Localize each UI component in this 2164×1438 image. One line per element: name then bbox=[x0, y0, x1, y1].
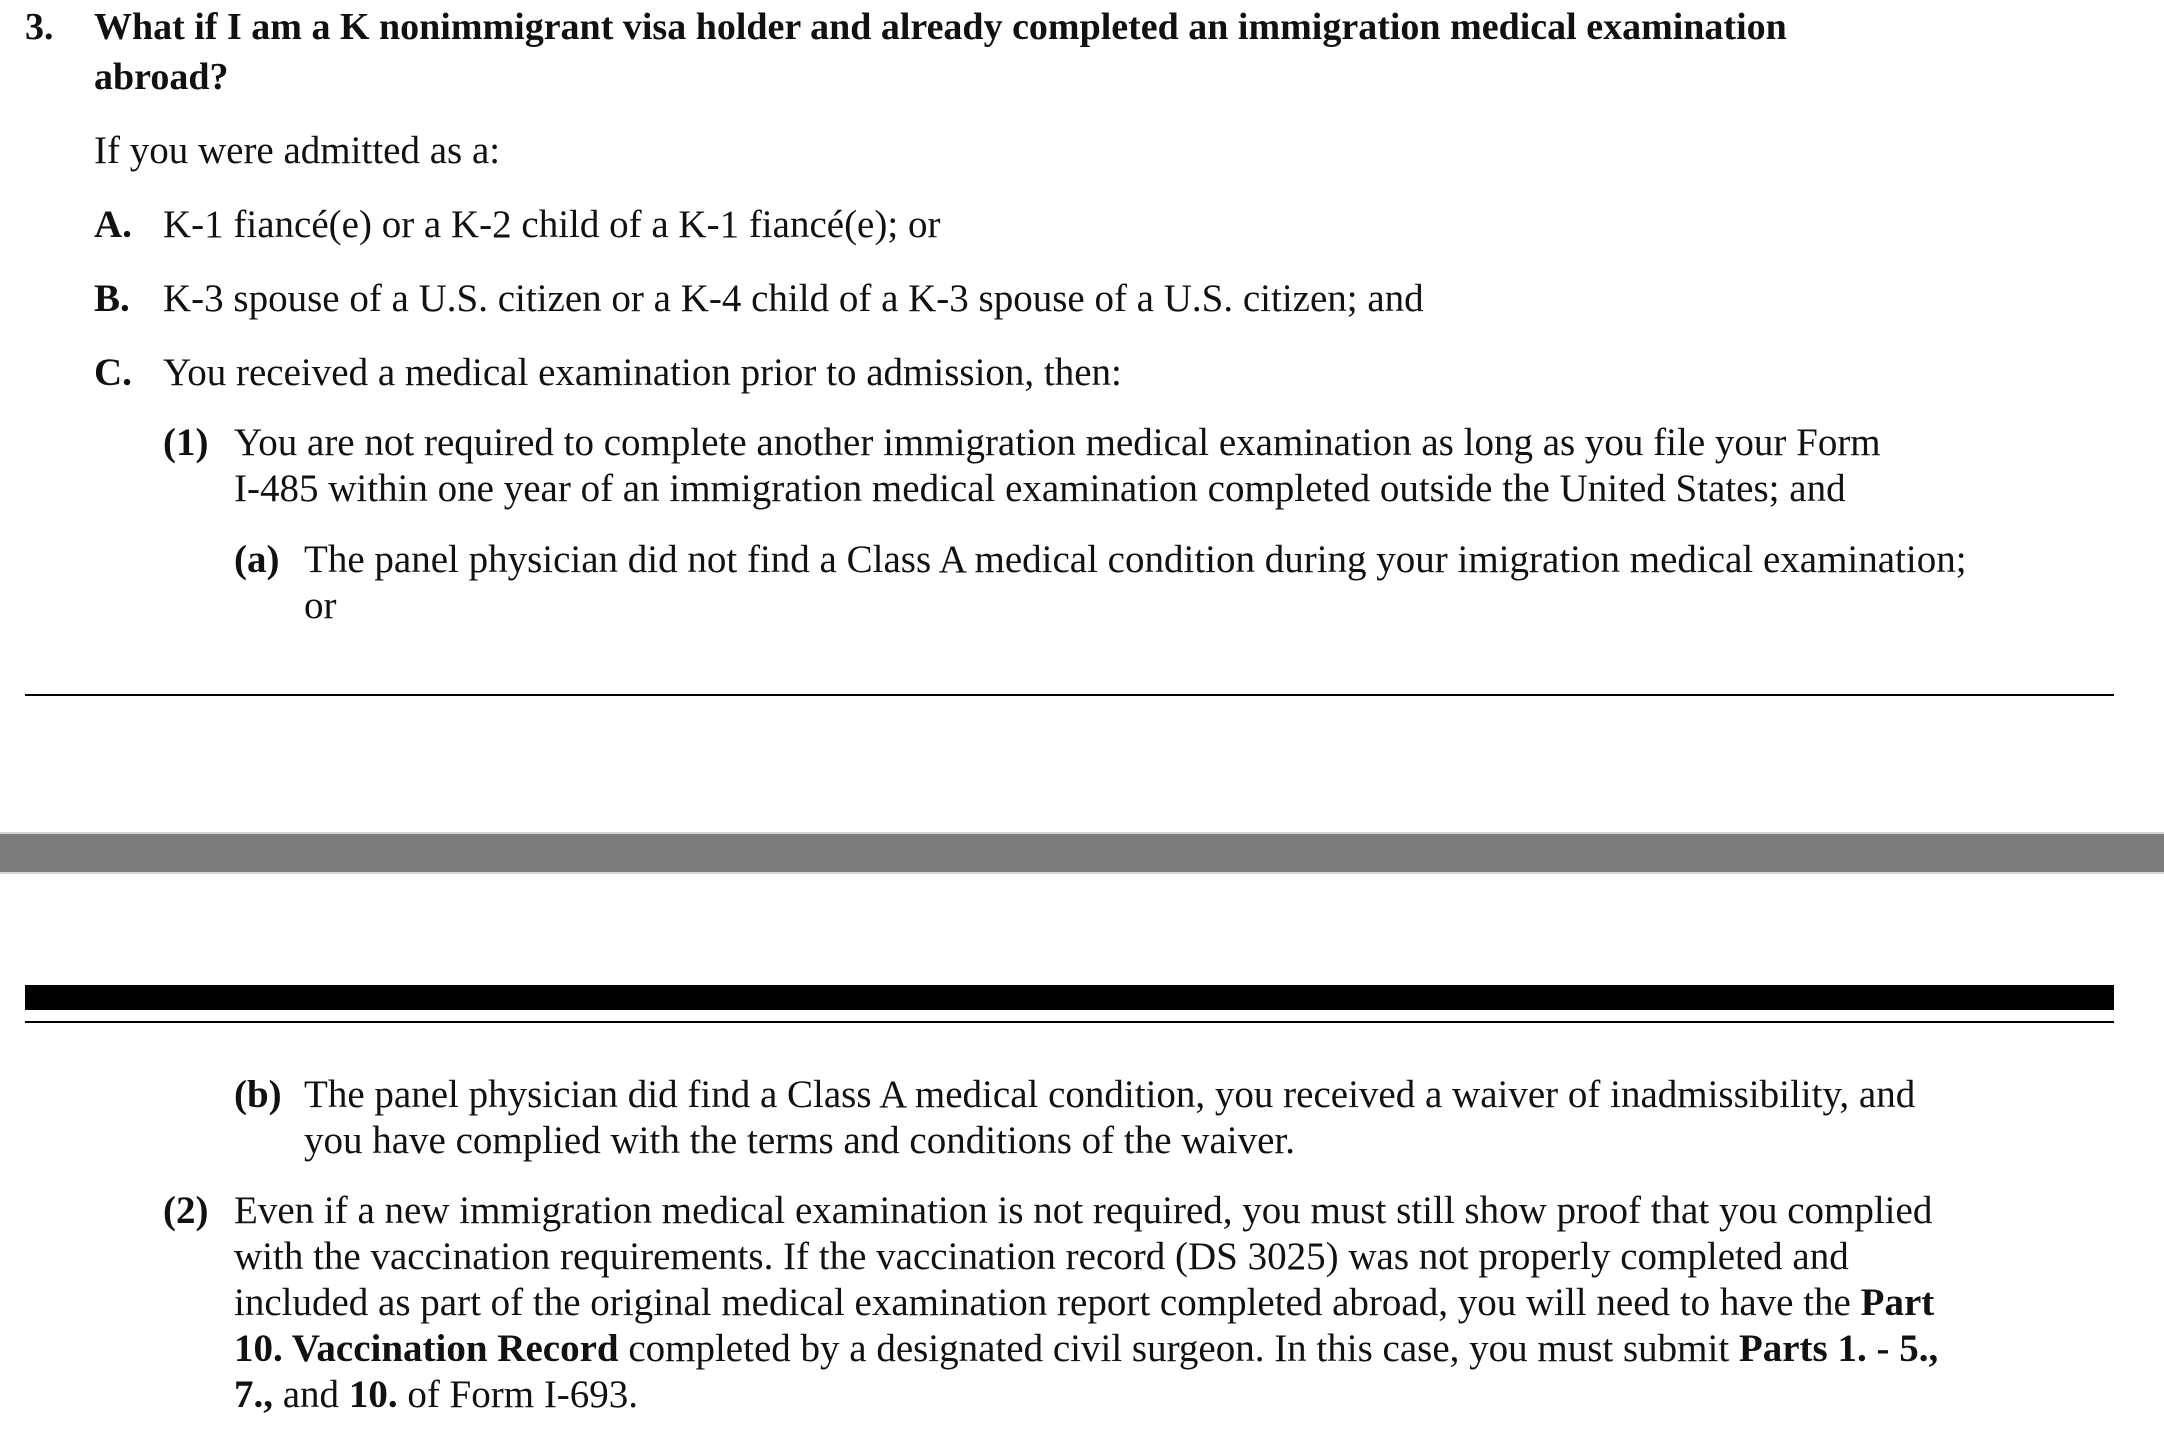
text-run: and bbox=[273, 1373, 349, 1416]
sub-item-label: (a) bbox=[234, 538, 280, 581]
item-label: C. bbox=[94, 351, 132, 394]
sub-item-label: (2) bbox=[163, 1189, 209, 1232]
sub-item-label: (b) bbox=[234, 1073, 282, 1116]
sub-item-line: with the vaccination requirements. If the vaccination record (DS 3025) was not properly completed and bbox=[234, 1235, 1849, 1278]
sub-item-line bbox=[234, 1372, 638, 1418]
page-bottom-rule bbox=[25, 694, 2114, 696]
question-title-line2: abroad? bbox=[94, 56, 229, 98]
text-run-bold: Parts 1. - 5., bbox=[1738, 1327, 1939, 1370]
sub-item-label: (1) bbox=[163, 421, 209, 464]
sub-item-line: you have complied with the terms and conditions of the waiver. bbox=[304, 1119, 1296, 1162]
item-text: You received a medical examination prior to admission, then: bbox=[163, 351, 1122, 394]
sub-item-line: Even if a new immigration medical examination is not required, you must still show proof that you complied bbox=[234, 1189, 1933, 1232]
sub-item-line: The panel physician did not find a Class A medical condition during your imigration medical examination; bbox=[304, 538, 1967, 581]
item-label: A. bbox=[94, 203, 132, 246]
item-text: K-3 spouse of a U.S. citizen or a K-4 child of a K-3 spouse of a U.S. citizen; and bbox=[163, 277, 1424, 320]
text-run-bold: 10. Vaccination Record bbox=[234, 1327, 619, 1370]
question-title-line1: What if I am a K nonimmigrant visa holder and already completed an immigration medical examination bbox=[94, 6, 1787, 48]
text-run-bold: 7., bbox=[234, 1373, 273, 1416]
sub-item-line bbox=[234, 1326, 1938, 1372]
text-run: of Form I-693. bbox=[397, 1373, 639, 1416]
page-top-thin-rule bbox=[25, 1021, 2114, 1023]
item-label: B. bbox=[94, 277, 130, 320]
sub-item-line: I-485 within one year of an immigration medical examination completed outside the United States; and bbox=[234, 467, 1846, 510]
text-run: included as part of the original medical examination report completed abroad, you will need to have the bbox=[234, 1281, 1861, 1324]
sub-item-line bbox=[234, 1280, 1934, 1326]
text-run-bold: Part bbox=[1860, 1281, 1935, 1324]
item-text: K-1 fiancé(e) or a K-2 child of a K-1 fiancé(e); or bbox=[163, 203, 941, 246]
sub-item-line: The panel physician did find a Class A medical condition, you received a waiver of inadmissibility, and bbox=[304, 1073, 1916, 1116]
text-run: completed by a designated civil surgeon. In this case, you must submit bbox=[618, 1327, 1739, 1370]
page-separator-band bbox=[0, 832, 2164, 874]
sub-item-line: You are not required to complete another immigration medical examination as long as you file your Form bbox=[234, 421, 1881, 464]
question-number: 3. bbox=[25, 6, 54, 48]
intro-text: If you were admitted as a: bbox=[94, 129, 501, 172]
sub-item-line: or bbox=[304, 584, 337, 627]
text-run-bold: 10. bbox=[348, 1373, 398, 1416]
page-top-thick-rule bbox=[25, 985, 2114, 1010]
